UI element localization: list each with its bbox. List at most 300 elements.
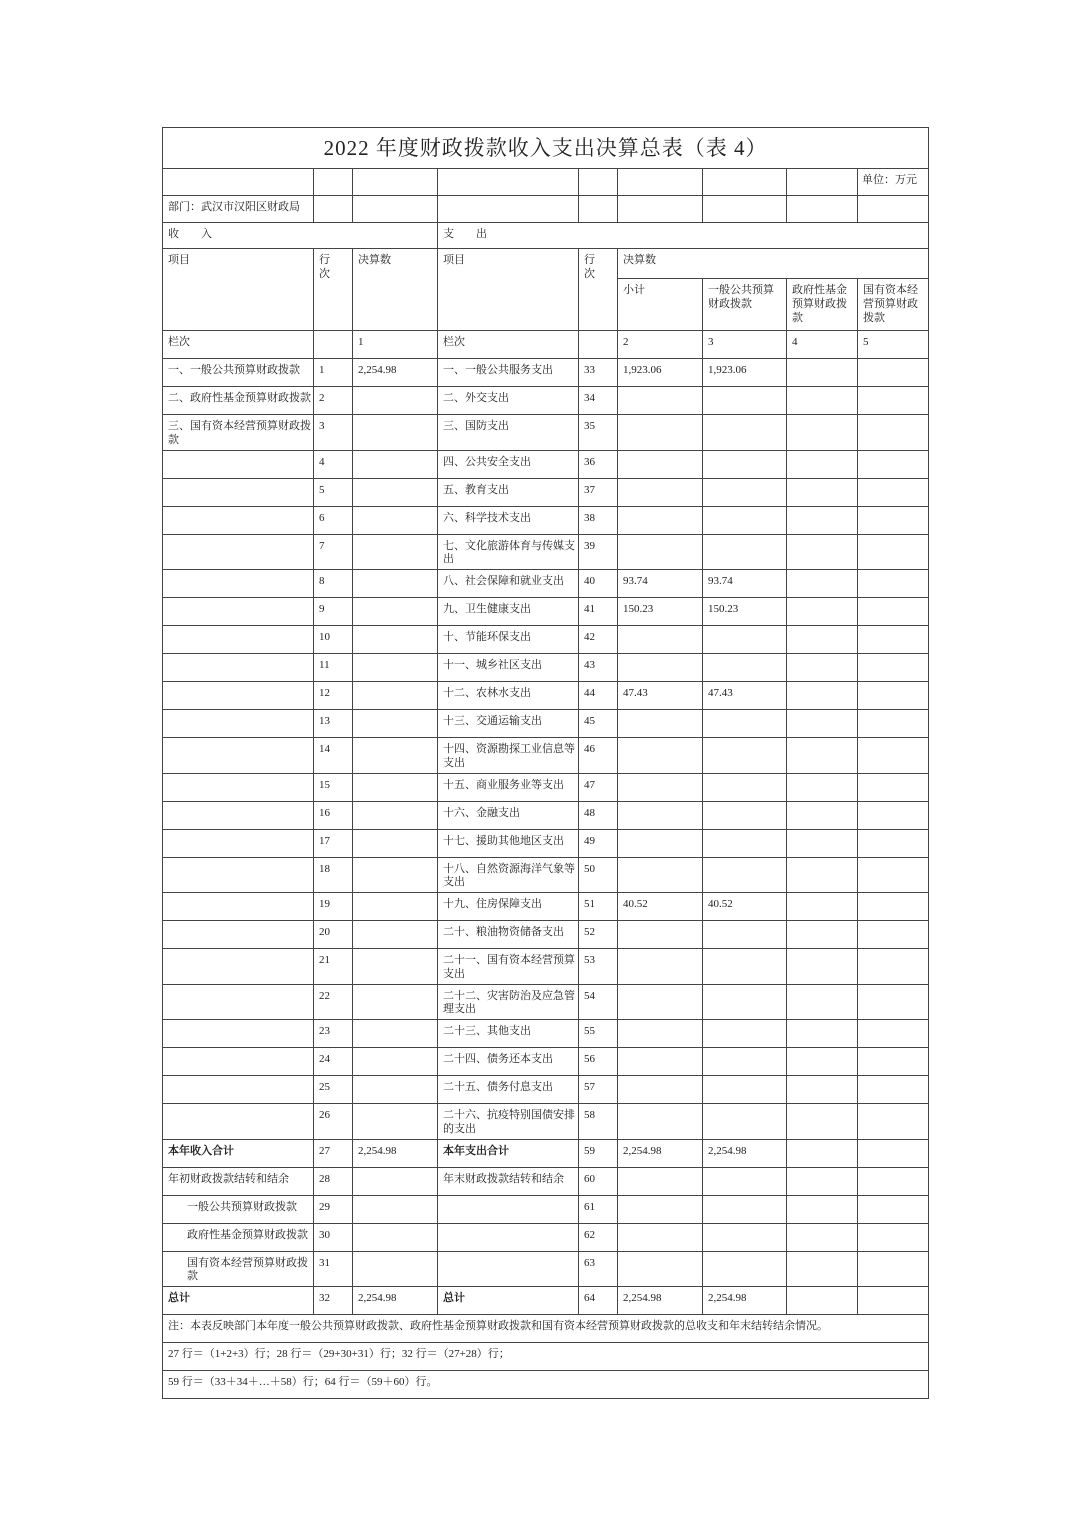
income-amount [353,654,438,682]
expense-gov-fund [787,801,858,829]
income-item: 年初财政拨款结转和结余 [163,1167,314,1195]
expense-gov-fund [787,1076,858,1104]
income-amount [353,1195,438,1223]
expense-row-no: 46 [579,738,618,774]
income-item [163,1020,314,1048]
expense-general-public [703,829,787,857]
expense-state-capital [858,450,929,478]
table-row [163,773,929,801]
expense-item: 总计 [438,1287,579,1315]
income-row-no: 29 [314,1195,353,1223]
table-row [163,598,929,626]
income-item [163,1048,314,1076]
expense-subtotal: 47.43 [618,682,703,710]
income-row-no: 25 [314,1076,353,1104]
expense-item: 七、文化旅游体育与传媒支出 [438,534,579,570]
empty-cell [618,196,703,223]
empty-cell [858,196,929,223]
expense-row-no: 52 [579,921,618,949]
header-row [163,249,929,279]
expense-row-no: 44 [579,682,618,710]
income-amount [353,1223,438,1251]
expense-row-no: 55 [579,1020,618,1048]
income-row-no: 31 [314,1251,353,1287]
expense-item: 二十六、抗疫特别国债安排的支出 [438,1104,579,1140]
expense-state-capital [858,1139,929,1167]
income-row-no: 20 [314,921,353,949]
expense-item: 三、国防支出 [438,415,579,451]
expense-state-capital [858,1223,929,1251]
expense-gov-fund [787,738,858,774]
column-index-5: 5 [858,331,929,359]
empty-cell [314,196,353,223]
expense-row-no: 51 [579,893,618,921]
table-row [163,1104,929,1140]
expense-row-no: 63 [579,1251,618,1287]
income-item [163,949,314,985]
income-item: 一般公共预算财政拨款 [163,1195,314,1223]
expense-general-public [703,1020,787,1048]
expense-row-no: 41 [579,598,618,626]
expense-general-public [703,506,787,534]
income-amount [353,415,438,451]
income-row-no: 32 [314,1287,353,1315]
expense-general-public [703,984,787,1020]
income-amount [353,1048,438,1076]
income-row-no: 16 [314,801,353,829]
income-row-no: 8 [314,570,353,598]
income-amount [353,984,438,1020]
table-row [163,534,929,570]
table-row [163,478,929,506]
header-state-capital-budget: 国有资本经营预算财政拨款 [858,279,929,331]
expense-row-no: 60 [579,1167,618,1195]
expense-subtotal [618,626,703,654]
expense-state-capital [858,478,929,506]
table-row [163,506,929,534]
income-row-no: 26 [314,1104,353,1140]
income-item [163,921,314,949]
expense-row-no: 35 [579,415,618,451]
table-row [163,1020,929,1048]
income-amount [353,1167,438,1195]
expense-subtotal [618,387,703,415]
table-row [163,1076,929,1104]
expense-item: 二十、粮油物资储备支出 [438,921,579,949]
expense-subtotal [618,921,703,949]
expense-general-public [703,1223,787,1251]
empty-cell [438,196,579,223]
expense-row-no: 58 [579,1104,618,1140]
empty-cell [787,196,858,223]
income-row-no: 13 [314,710,353,738]
expense-gov-fund [787,387,858,415]
income-amount [353,738,438,774]
unit-label: 单位：万元 [858,169,929,196]
expense-gov-fund [787,682,858,710]
income-item [163,773,314,801]
expense-state-capital [858,682,929,710]
income-item: 本年收入合计 [163,1139,314,1167]
expense-subtotal [618,1048,703,1076]
expense-item: 六、科学技术支出 [438,506,579,534]
income-amount [353,829,438,857]
column-index-row [163,331,929,359]
income-amount [353,893,438,921]
header-income-row-no: 行次 [314,249,353,331]
income-row-no: 9 [314,598,353,626]
expense-general-public [703,450,787,478]
expense-item: 十一、城乡社区支出 [438,654,579,682]
header-expense-amount: 决算数 [618,249,929,279]
expense-item: 十五、商业服务业等支出 [438,773,579,801]
income-amount [353,857,438,893]
table-row [163,450,929,478]
lanci-label: 栏次 [438,331,579,359]
expense-general-public [703,949,787,985]
formula-note-1: 27 行＝（1+2+3）行；28 行＝（29+30+31）行；32 行＝（27+28）行； [163,1343,929,1371]
expense-subtotal [618,1104,703,1140]
table-row [163,984,929,1020]
expense-state-capital [858,387,929,415]
expense-general-public [703,1195,787,1223]
income-item [163,570,314,598]
table-row [163,1048,929,1076]
income-row-no: 21 [314,949,353,985]
expense-subtotal [618,534,703,570]
formula-row [163,1343,929,1371]
income-item [163,893,314,921]
expense-state-capital [858,359,929,387]
expense-general-public: 47.43 [703,682,787,710]
empty-cell [703,196,787,223]
income-item [163,598,314,626]
expense-row-no: 43 [579,654,618,682]
expense-row-no: 61 [579,1195,618,1223]
section-income: 收 入 [163,223,438,249]
expense-subtotal [618,450,703,478]
income-amount [353,682,438,710]
income-row-no: 14 [314,738,353,774]
header-subtotal: 小计 [618,279,703,331]
final-accounts-table [162,127,929,1399]
income-item: 国有资本经营预算财政拨款 [163,1251,314,1287]
income-row-no: 12 [314,682,353,710]
expense-row-no: 40 [579,570,618,598]
expense-gov-fund [787,626,858,654]
income-item [163,478,314,506]
table-row [163,415,929,451]
header-gov-fund-budget: 政府性基金预算财政拨款 [787,279,858,331]
expense-general-public [703,710,787,738]
expense-state-capital [858,738,929,774]
expense-item [438,1251,579,1287]
expense-subtotal [618,984,703,1020]
income-row-no: 11 [314,654,353,682]
income-item: 总计 [163,1287,314,1315]
table-row [163,682,929,710]
income-item: 一、一般公共预算财政拨款 [163,359,314,387]
expense-state-capital [858,1195,929,1223]
expense-row-no: 49 [579,829,618,857]
expense-item: 二、外交支出 [438,387,579,415]
income-amount [353,773,438,801]
empty-cell [579,331,618,359]
income-amount [353,949,438,985]
expense-subtotal [618,829,703,857]
expense-row-no: 50 [579,857,618,893]
expense-subtotal [618,773,703,801]
expense-gov-fund [787,478,858,506]
expense-item: 二十四、债务还本支出 [438,1048,579,1076]
income-amount [353,626,438,654]
expense-item: 本年支出合计 [438,1139,579,1167]
expense-gov-fund [787,654,858,682]
column-index-3: 3 [703,331,787,359]
income-amount [353,1104,438,1140]
expense-subtotal [618,738,703,774]
expense-subtotal [618,506,703,534]
expense-state-capital [858,893,929,921]
income-row-no: 10 [314,626,353,654]
note-row [163,1315,929,1343]
income-item [163,450,314,478]
expense-item: 九、卫生健康支出 [438,598,579,626]
expense-item: 十七、援助其他地区支出 [438,829,579,857]
income-row-no: 7 [314,534,353,570]
expense-state-capital [858,1076,929,1104]
expense-row-no: 37 [579,478,618,506]
expense-subtotal: 2,254.98 [618,1139,703,1167]
income-item [163,710,314,738]
expense-state-capital [858,1167,929,1195]
expense-item [438,1223,579,1251]
lanci-label: 栏次 [163,331,314,359]
expense-row-no: 48 [579,801,618,829]
income-amount: 2,254.98 [353,1139,438,1167]
expense-item [438,1195,579,1223]
page-title: 2022 年度财政拨款收入支出决算总表（表 4） [163,128,929,169]
income-amount [353,710,438,738]
expense-row-no: 38 [579,506,618,534]
expense-state-capital [858,1048,929,1076]
income-amount [353,598,438,626]
expense-item: 二十一、国有资本经营预算支出 [438,949,579,985]
income-amount [353,570,438,598]
income-row-no: 15 [314,773,353,801]
expense-subtotal [618,949,703,985]
table-row [163,1223,929,1251]
expense-subtotal: 93.74 [618,570,703,598]
expense-subtotal [618,415,703,451]
expense-subtotal [618,478,703,506]
expense-item: 十、节能环保支出 [438,626,579,654]
expense-general-public [703,801,787,829]
expense-state-capital [858,506,929,534]
expense-item: 四、公共安全支出 [438,450,579,478]
column-index-4: 4 [787,331,858,359]
table-row [163,710,929,738]
empty-cell [579,169,618,196]
empty-cell [579,196,618,223]
income-row-no: 23 [314,1020,353,1048]
expense-general-public [703,387,787,415]
expense-state-capital [858,801,929,829]
income-amount [353,387,438,415]
income-amount [353,506,438,534]
expense-subtotal [618,1076,703,1104]
expense-gov-fund [787,415,858,451]
expense-subtotal [618,710,703,738]
income-row-no: 19 [314,893,353,921]
expense-general-public: 2,254.98 [703,1139,787,1167]
expense-row-no: 54 [579,984,618,1020]
income-item: 政府性基金预算财政拨款 [163,1223,314,1251]
expense-item: 二十三、其他支出 [438,1020,579,1048]
expense-gov-fund [787,570,858,598]
expense-state-capital [858,949,929,985]
expense-general-public [703,415,787,451]
income-item [163,534,314,570]
department-label: 部门：武汉市汉阳区财政局 [163,196,314,223]
department-row [163,196,929,223]
expense-item: 十三、交通运输支出 [438,710,579,738]
income-item [163,738,314,774]
income-amount [353,450,438,478]
empty-cell [438,169,579,196]
expense-general-public [703,1048,787,1076]
income-item [163,829,314,857]
expense-state-capital [858,1287,929,1315]
expense-row-no: 34 [579,387,618,415]
expense-item: 十四、资源勘探工业信息等支出 [438,738,579,774]
expense-gov-fund [787,773,858,801]
income-row-no: 2 [314,387,353,415]
expense-item: 二十五、债务付息支出 [438,1076,579,1104]
expense-gov-fund [787,1139,858,1167]
expense-item: 十八、自然资源海洋气象等支出 [438,857,579,893]
column-index-2: 2 [618,331,703,359]
income-amount [353,478,438,506]
expense-state-capital [858,829,929,857]
income-item [163,1076,314,1104]
table-row [163,1251,929,1287]
expense-gov-fund [787,1195,858,1223]
income-amount [353,1251,438,1287]
expense-row-no: 45 [579,710,618,738]
expense-row-no: 47 [579,773,618,801]
table-row [163,1195,929,1223]
income-row-no: 27 [314,1139,353,1167]
table-row [163,949,929,985]
expense-state-capital [858,1104,929,1140]
column-index-1: 1 [353,331,438,359]
expense-gov-fund [787,949,858,985]
expense-row-no: 53 [579,949,618,985]
expense-subtotal [618,801,703,829]
expense-gov-fund [787,1167,858,1195]
expense-gov-fund [787,893,858,921]
expense-state-capital [858,626,929,654]
table-row [163,893,929,921]
expense-subtotal: 2,254.98 [618,1287,703,1315]
income-amount: 2,254.98 [353,359,438,387]
unit-row [163,169,929,196]
expense-gov-fund [787,1020,858,1048]
empty-cell [314,169,353,196]
empty-cell [703,169,787,196]
income-row-no: 6 [314,506,353,534]
header-expense-row-no: 行次 [579,249,618,331]
expense-general-public: 93.74 [703,570,787,598]
expense-general-public: 150.23 [703,598,787,626]
expense-general-public [703,773,787,801]
expense-gov-fund [787,1104,858,1140]
expense-item: 十九、住房保障支出 [438,893,579,921]
expense-subtotal [618,1020,703,1048]
expense-gov-fund [787,359,858,387]
expense-gov-fund [787,984,858,1020]
expense-row-no: 33 [579,359,618,387]
expense-state-capital [858,984,929,1020]
expense-general-public [703,857,787,893]
table-note: 注：本表反映部门本年度一般公共预算财政拨款、政府性基金预算财政拨款和国有资本经营预算财政拨款的总收支和年末结转结余情况。 [163,1315,929,1343]
table-row [163,626,929,654]
income-item [163,1104,314,1140]
income-amount [353,1020,438,1048]
income-amount [353,801,438,829]
empty-cell [163,169,314,196]
expense-general-public [703,1167,787,1195]
expense-gov-fund [787,506,858,534]
formula-row [163,1371,929,1399]
expense-state-capital [858,598,929,626]
expense-general-public [703,654,787,682]
expense-state-capital [858,921,929,949]
expense-gov-fund [787,921,858,949]
expense-general-public [703,534,787,570]
header-expense-item: 项目 [438,249,579,331]
expense-item: 一、一般公共服务支出 [438,359,579,387]
expense-gov-fund [787,829,858,857]
expense-item: 年末财政拨款结转和结余 [438,1167,579,1195]
table-row [163,801,929,829]
title-row [163,128,929,169]
expense-item: 八、社会保障和就业支出 [438,570,579,598]
table-row [163,654,929,682]
income-amount [353,534,438,570]
expense-subtotal [618,654,703,682]
income-item [163,801,314,829]
expense-general-public: 2,254.98 [703,1287,787,1315]
expense-gov-fund [787,598,858,626]
income-row-no: 17 [314,829,353,857]
header-income-item: 项目 [163,249,314,331]
income-amount: 2,254.98 [353,1287,438,1315]
expense-state-capital [858,570,929,598]
expense-subtotal: 150.23 [618,598,703,626]
formula-note-2: 59 行＝（33＋34＋…＋58）行；64 行＝（59＋60）行。 [163,1371,929,1399]
table-row [163,387,929,415]
expense-state-capital [858,654,929,682]
expense-subtotal [618,857,703,893]
table-row [163,921,929,949]
income-row-no: 3 [314,415,353,451]
empty-cell [353,196,438,223]
expense-state-capital [858,857,929,893]
expense-general-public [703,626,787,654]
table-row [163,359,929,387]
